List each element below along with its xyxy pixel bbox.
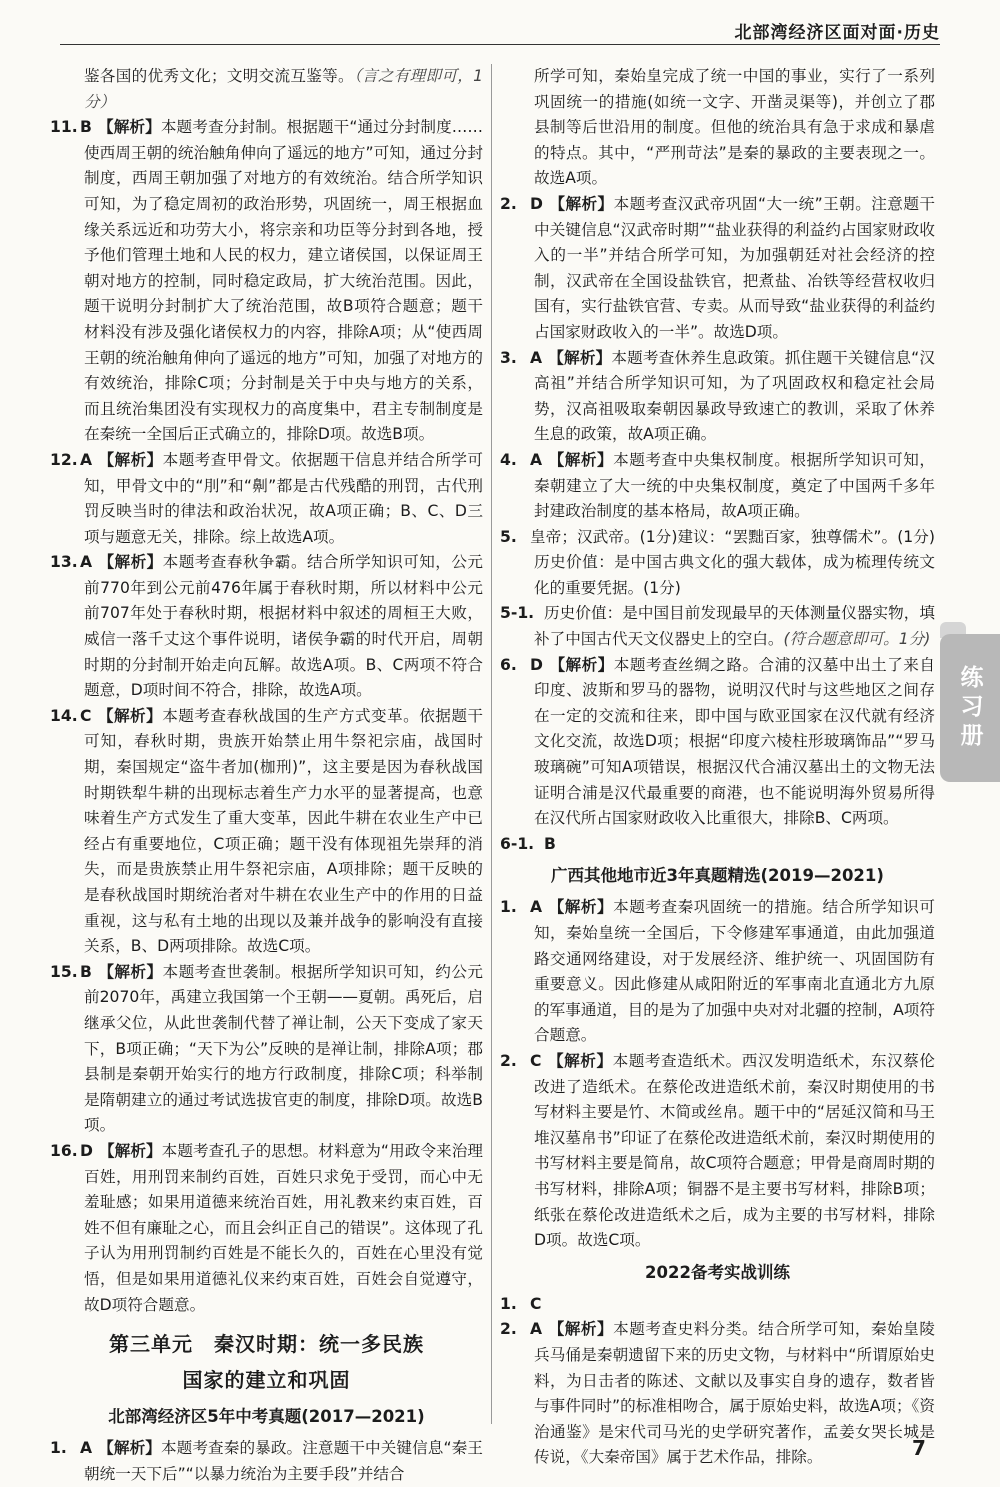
item-number: 5. (500, 527, 517, 546)
item-text: 皇帝；汉武帝。(1分)建议：“罢黜百家，独尊儒术”。(1分)历史价值：是中国古典文化的强大载体，成为梳理传统文化的重要凭据。(1分) (530, 527, 935, 597)
unit-title-line2: 国家的建立和巩固 (182, 1368, 351, 1393)
item-answer: C (530, 1051, 542, 1070)
item-text: 本题考查造纸术。西汉发明造纸术，东汉蔡伦改进了造纸术。在蔡伦改进造纸术前，秦汉时期使用的书写材料主要是竹、木简或丝帛。题干中的“居延汉简和马王堆汉墓帛书”印证了在蔡伦改进造纸术前，秦汉时期使用的书写材料主要是简帛，故C项符合题意；甲骨是商周时期的书写材料，排除A项；铜器不是主要书写材料，排除B项；纸张在蔡伦改进造纸术之后，成为主要的书写材料，排除D项。故选C项。 (534, 1051, 935, 1250)
item-answer: B (80, 962, 92, 981)
analysis-tag: 【解析】 (98, 450, 163, 469)
answer-item (500, 1317, 935, 1471)
item-answer: B (80, 118, 92, 137)
item-answer: C (80, 706, 92, 725)
answer-item (500, 1292, 935, 1318)
analysis-tag: 【解析】 (97, 706, 163, 725)
section-subtitle: 广西其他地市近3年真题精选(2019—2021) (551, 866, 884, 886)
item-text: 本题考查秦的暴政。注意题干中关键信息“秦王朝统一天下后”“以暴力统治为主要手段”并结合 (84, 1439, 483, 1483)
item-text: 本题考查春秋战国的生产方式变革。依据题干可知，春秋时期，贵族开始禁止用牛祭祀宗庙，战国时期，秦国规定“盗牛者加(枷刑)”，这主要是因为春秋战国时期铁犁牛耕的出现标志着生产力水平的显著提高，也意味着生产方式发生了重大变革，因此牛耕在农业生产中已经占有重要地位，C项正确；题干没有体现祖先崇拜的消失，而是贵族禁止用牛祭祀宗庙，A项排除；题干反映的是春秋战国时期统治者对牛耕在农业生产中的作用的日益重视，这与私有土地的出现以及兼并战争的影响没有直接关系，B、D两项排除。故选C项。 (84, 706, 483, 956)
answer-item (500, 525, 935, 602)
answer-item (500, 448, 935, 525)
answer-item (500, 832, 935, 858)
item-number: 15. (50, 962, 78, 981)
page-header: 北部湾经济区面对面·历史 (734, 23, 940, 43)
answer-item (50, 1436, 483, 1487)
answer-item (50, 960, 483, 1139)
answer-item (500, 895, 935, 1049)
item-answer: A (80, 450, 93, 469)
item-text: 本题考查孔子的思想。材料意为“用政令来治理百姓，用刑罚来制约百姓，百姓只求免于受罚，而心中无羞耻感；如果用道德来统治百姓，用礼教来约束百姓，百姓不但有廉耻之心，而且会纠正自己的错误”。这体现了孔子认为用刑罚制约百姓是不能长久的，百姓在心里没有觉悟，但是如果用道德礼仪来约束百姓，百姓会自觉遵守，故D项符合题意。 (84, 1141, 483, 1314)
column-divider (491, 64, 492, 1424)
item-text: 本题考查汉武帝巩固“大一统”王朝。注意题干中关键信息“汉武帝时期”“盐业获得的利益约占国家财政收入的一半”并结合所学可知，为加强朝廷对社会经济的控制，汉武帝在全国设盐铁官，把煮盐、冶铁等经营权收归国有，实行盐铁官营、专卖。从而导致“盐业获得的利益约占国家财政收入的一半”。故选D项。 (534, 194, 935, 341)
answer-item (500, 1049, 935, 1254)
right-answer-list-3 (500, 1292, 935, 1471)
item-answer: A (530, 898, 543, 917)
item-answer: D (80, 1141, 93, 1160)
item-text: 本题考查甲骨文。依据题干信息并结合所学可知，甲骨文中的“刖”和“劓”都是古代残酷的刑罚，古代刑罚反映当时的律法和政治状况，故A项正确；B、C、D三项与题意无关，排除。综上故选A项。 (84, 450, 483, 546)
item-answer: C (530, 1294, 542, 1313)
left-answer-list (50, 115, 483, 1318)
analysis-tag: 【解析】 (97, 118, 161, 137)
analysis-tag: 【解析】 (97, 962, 163, 981)
header-rule (60, 44, 940, 45)
analysis-tag: 【解析】 (548, 898, 614, 917)
item-answer: A (530, 450, 543, 469)
side-tab (940, 634, 1000, 782)
item-number: 6. (500, 655, 517, 674)
analysis-tag: 【解析】 (98, 553, 163, 572)
answer-item (50, 550, 483, 704)
item-number: 3. (500, 348, 517, 367)
answer-item (500, 653, 935, 832)
item-answer: D (530, 194, 543, 213)
item-answer: A (530, 348, 543, 367)
answer-item (500, 192, 935, 346)
item-text: 本题考查分封制。根据题干“通过分封制度……使西周王朝的统治触角伸向了遥远的地方”可知，通过分封制度，西周王朝加强了对地方的有效统治。结合所学知识可知，为了稳定周初的政治形势，巩固统一，周王根据血缘关系远近和功劳大小，将宗亲和功臣等分封到各地，授予他们管理土地和人民的权力，建立诸侯国，以保证周王朝对地方的控制，同时稳定政局，扩大统治范围。因此，题干说明分封制扩大了统治范围，故B项符合题意；题干材料没有涉及强化诸侯权力的内容，排除A项；从“使西周王朝的统治触角伸向了遥远的地方”可知，加强了对地方的有效统治，排除C项；分封制是关于中央与地方的关系，而且统治集团没有实现权力的高度集中，君主专制制度是在秦统一全国后正式确立的，排除D项。故选B项。 (84, 118, 483, 444)
continued-text (50, 64, 483, 115)
analysis-tag: 【解析】 (548, 450, 614, 469)
answer-item (50, 115, 483, 448)
item-number: 6-1. (500, 834, 535, 853)
score-note: (符合题意即可。1分) (783, 630, 931, 649)
item-number: 1. (500, 1294, 517, 1313)
item-answer: B (544, 834, 556, 853)
item-text: 历史价值：是中国目前发现最早的天体测量仪器实物，填补了中国古代天文仪器史上的空白。 (534, 604, 935, 649)
answer-item (500, 346, 935, 448)
item-answer: D (530, 655, 543, 674)
item-answer: A (80, 553, 93, 572)
item-number: 12. (50, 450, 78, 469)
continued-text-body: 鉴各国的优秀文化；文明交流互鉴等。 (84, 67, 354, 85)
item-number: 4. (500, 450, 517, 469)
item-text: 本题考查丝绸之路。合浦的汉墓中出土了来自印度、波斯和罗马的器物，说明汉代时与这些地区之间存在一定的交流和往来，即中国与欧亚国家在汉代就有经济文化交流，故选D项；根据“印度六棱柱形玻璃饰品”“罗马玻璃碗”可知A项错误，根据汉代合浦汉墓出土的文物无法证明合浦是汉代最重要的商港，也不能说明海外贸易所得在汉代所占国家财政收入比重很大，排除B、C两项。 (534, 655, 935, 828)
right-column (500, 64, 935, 1471)
item-number: 11. (50, 118, 78, 137)
right-answer-list-2 (500, 895, 935, 1253)
section-subtitle: 2022备考实战训练 (645, 1262, 790, 1282)
analysis-tag: 【解析】 (548, 348, 612, 367)
item-number: 2. (500, 1320, 517, 1339)
item-text: 本题考查中央集权制度。根据所学知识可知，秦朝建立了大一统的中央集权制度，奠定了中国两千多年封建政治制度的基本格局，故A项正确。 (534, 450, 935, 521)
analysis-tag: 【解析】 (98, 1439, 161, 1458)
answer-item (50, 448, 483, 550)
item-number: 2. (500, 1051, 517, 1070)
item-text: 本题考查春秋争霸。结合所学知识可知，公元前770年到公元前476年属于春秋时期，所以材料中公元前707年处于春秋时期，根据材料中叙述的周桓王大败，威信一落千丈这个事件说明，诸侯争霸的时代开启，周朝时期的分封制开始走向瓦解。故选A项。B、C两项不符合题意，D项时间不符合，排除，故选A项。 (84, 553, 483, 700)
item-number: 2. (500, 194, 517, 213)
analysis-tag: 【解析】 (548, 655, 614, 674)
item-number: 14. (50, 706, 78, 725)
item-number: 1. (500, 898, 517, 917)
item-answer: A (80, 1439, 93, 1458)
score-note: （言之有理即可，1分） (84, 67, 483, 111)
item-text: 本题考查史料分类。结合所学可知，秦始皇陵兵马俑是秦朝遗留下来的历史文物，与材料中“所谓原始史料，为日击者的陈述、文献以及事实自身的遗存，数者皆与事件同时”的标准相吻合，属于原始史料，故选A项；《资治通鉴》是宋代司马光的史学研究著作，孟姜女哭长城是传说，《大秦帝国》属于艺术作品，排除。 (534, 1320, 935, 1467)
item-text: 本题考查世袭制。根据所学知识可知，约公元前2070年，禹建立我国第一个王朝——夏朝。禹死后，启继承父位，从此世袭制代替了禅让制，公天下变成了家天下，B项正确；“天下为公”反映的是禅让制，排除A项；郡县制是秦朝开始实行的地方行政制度，排除C项；科举制是隋朝建立的通过考试选拔官吏的制度，排除D项。故选B项。 (84, 962, 483, 1135)
side-tab-label: 练习册 (956, 664, 983, 752)
left-column (50, 64, 483, 1487)
item-text: 本题考查休养生息政策。抓住题干关键信息“汉高祖”并结合所学知识可知，为了巩固政权和稳定社会局势，汉高祖吸取秦朝因暴政导致速亡的教训，采取了休养生息的政策，故A项正确。 (534, 348, 935, 444)
item-number: 1. (50, 1439, 67, 1458)
continued-text: 所学可知，秦始皇完成了统一中国的事业，实行了一系列巩固统一的措施(如统一文字、开凿灵渠等)，并创立了郡县制等后世沿用的制度。但他的统治具有急于求成和暴虐的特点。其中，“严刑苛法”是秦的暴政的主要表现之一。故选A项。 (534, 67, 935, 188)
analysis-tag: 【解析】 (548, 194, 614, 213)
item-number: 13. (50, 553, 78, 572)
answer-item (500, 601, 935, 652)
item-answer: A (530, 1320, 543, 1339)
unit-title-line1: 第三单元 秦汉时期：统一多民族 (109, 1332, 424, 1357)
answer-item (50, 704, 483, 960)
analysis-tag: 【解析】 (548, 1320, 614, 1339)
section-subtitle: 北部湾经济区5年中考真题(2017—2021) (108, 1407, 425, 1427)
right-answer-list (500, 192, 935, 525)
answer-item (50, 1139, 483, 1318)
analysis-tag: 【解析】 (98, 1141, 162, 1160)
item-number: 16. (50, 1141, 78, 1160)
analysis-tag: 【解析】 (547, 1051, 613, 1070)
item-text: 本题考查秦巩固统一的措施。结合所学知识可知，秦始皇统一全国后，下令修建军事通道，由此加强道路交通网络建设，对于发展经济、维护统一、巩固国防有重要意义。因此修建从咸阳附近的军事南北直通北方九原的军事通道，目的是为了加强中央对对北疆的控制，A项符合题意。 (534, 898, 935, 1045)
item-number: 5-1. (500, 604, 535, 623)
page-number: 7 (912, 1436, 926, 1460)
